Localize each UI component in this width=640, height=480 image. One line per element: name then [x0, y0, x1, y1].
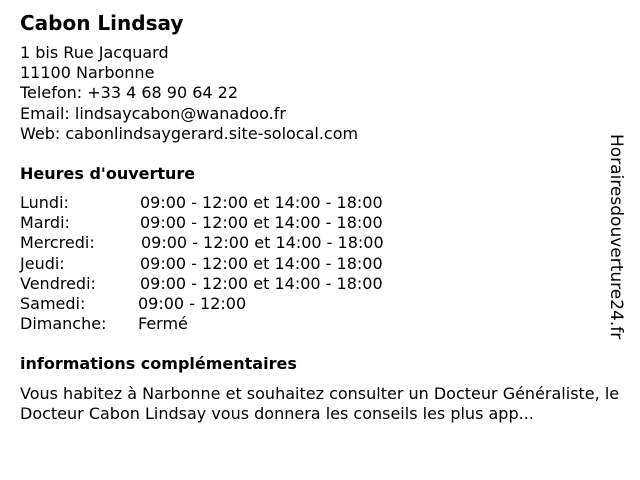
contact-block — [20, 43, 358, 144]
website-link[interactable]: Web: cabonlindsaygerard.site-solocal.com — [20, 123, 359, 143]
hours-row-lundi — [20, 193, 440, 213]
hours-time-value: 09:00 - 12:00 et 14:00 - 18:00 — [141, 233, 384, 253]
address-street: 1 bis Rue Jacquard — [20, 43, 169, 62]
hours-row-mardi — [20, 213, 440, 233]
opening-hours-title: Heures d'ouverture — [20, 164, 196, 183]
hours-row-vendredi — [20, 274, 440, 294]
hours-day-label: Mardi: — [20, 213, 70, 233]
hours-row-jeudi — [20, 254, 440, 274]
address-city: 11100 Narbonne — [20, 63, 155, 83]
hours-time-value: 09:00 - 12:00 — [138, 293, 247, 313]
email-address[interactable]: Email: lindsaycabon@wanadoo.fr — [20, 103, 286, 123]
hours-day-label: Mercredi: — [20, 233, 95, 253]
hours-row-mercredi — [20, 233, 440, 253]
hours-row-samedi — [20, 294, 440, 314]
hours-time-value: 09:00 - 12:00 et 14:00 - 18:00 — [140, 213, 383, 233]
phone-number[interactable]: Telefon: +33 4 68 90 64 22 — [20, 83, 239, 103]
hours-day-label: Dimanche: — [20, 314, 107, 334]
site-watermark: Horairesdouverture24.fr — [606, 134, 626, 340]
hours-day-label: Vendredi: — [20, 273, 96, 293]
additional-info-text: Vous habitez à Narbonne et souhaitez consulter un Docteur Généraliste, le Docteur Cabon Lindsay vous donnera les conseils les plus app... — [20, 384, 620, 424]
business-name: Cabon Lindsay — [20, 11, 184, 35]
hours-row-dimanche — [20, 314, 440, 334]
opening-hours-list — [20, 193, 440, 334]
additional-info-title: informations complémentaires — [20, 354, 297, 373]
hours-day-label: Samedi: — [20, 293, 86, 313]
hours-time-value: Fermé — [138, 314, 188, 334]
hours-day-label: Lundi: — [20, 193, 69, 212]
hours-time-value: 09:00 - 12:00 et 14:00 - 18:00 — [140, 253, 383, 273]
hours-time-value: 09:00 - 12:00 et 14:00 - 18:00 — [140, 193, 383, 212]
hours-time-value: 09:00 - 12:00 et 14:00 - 18:00 — [140, 273, 383, 293]
hours-day-label: Jeudi: — [20, 253, 65, 273]
